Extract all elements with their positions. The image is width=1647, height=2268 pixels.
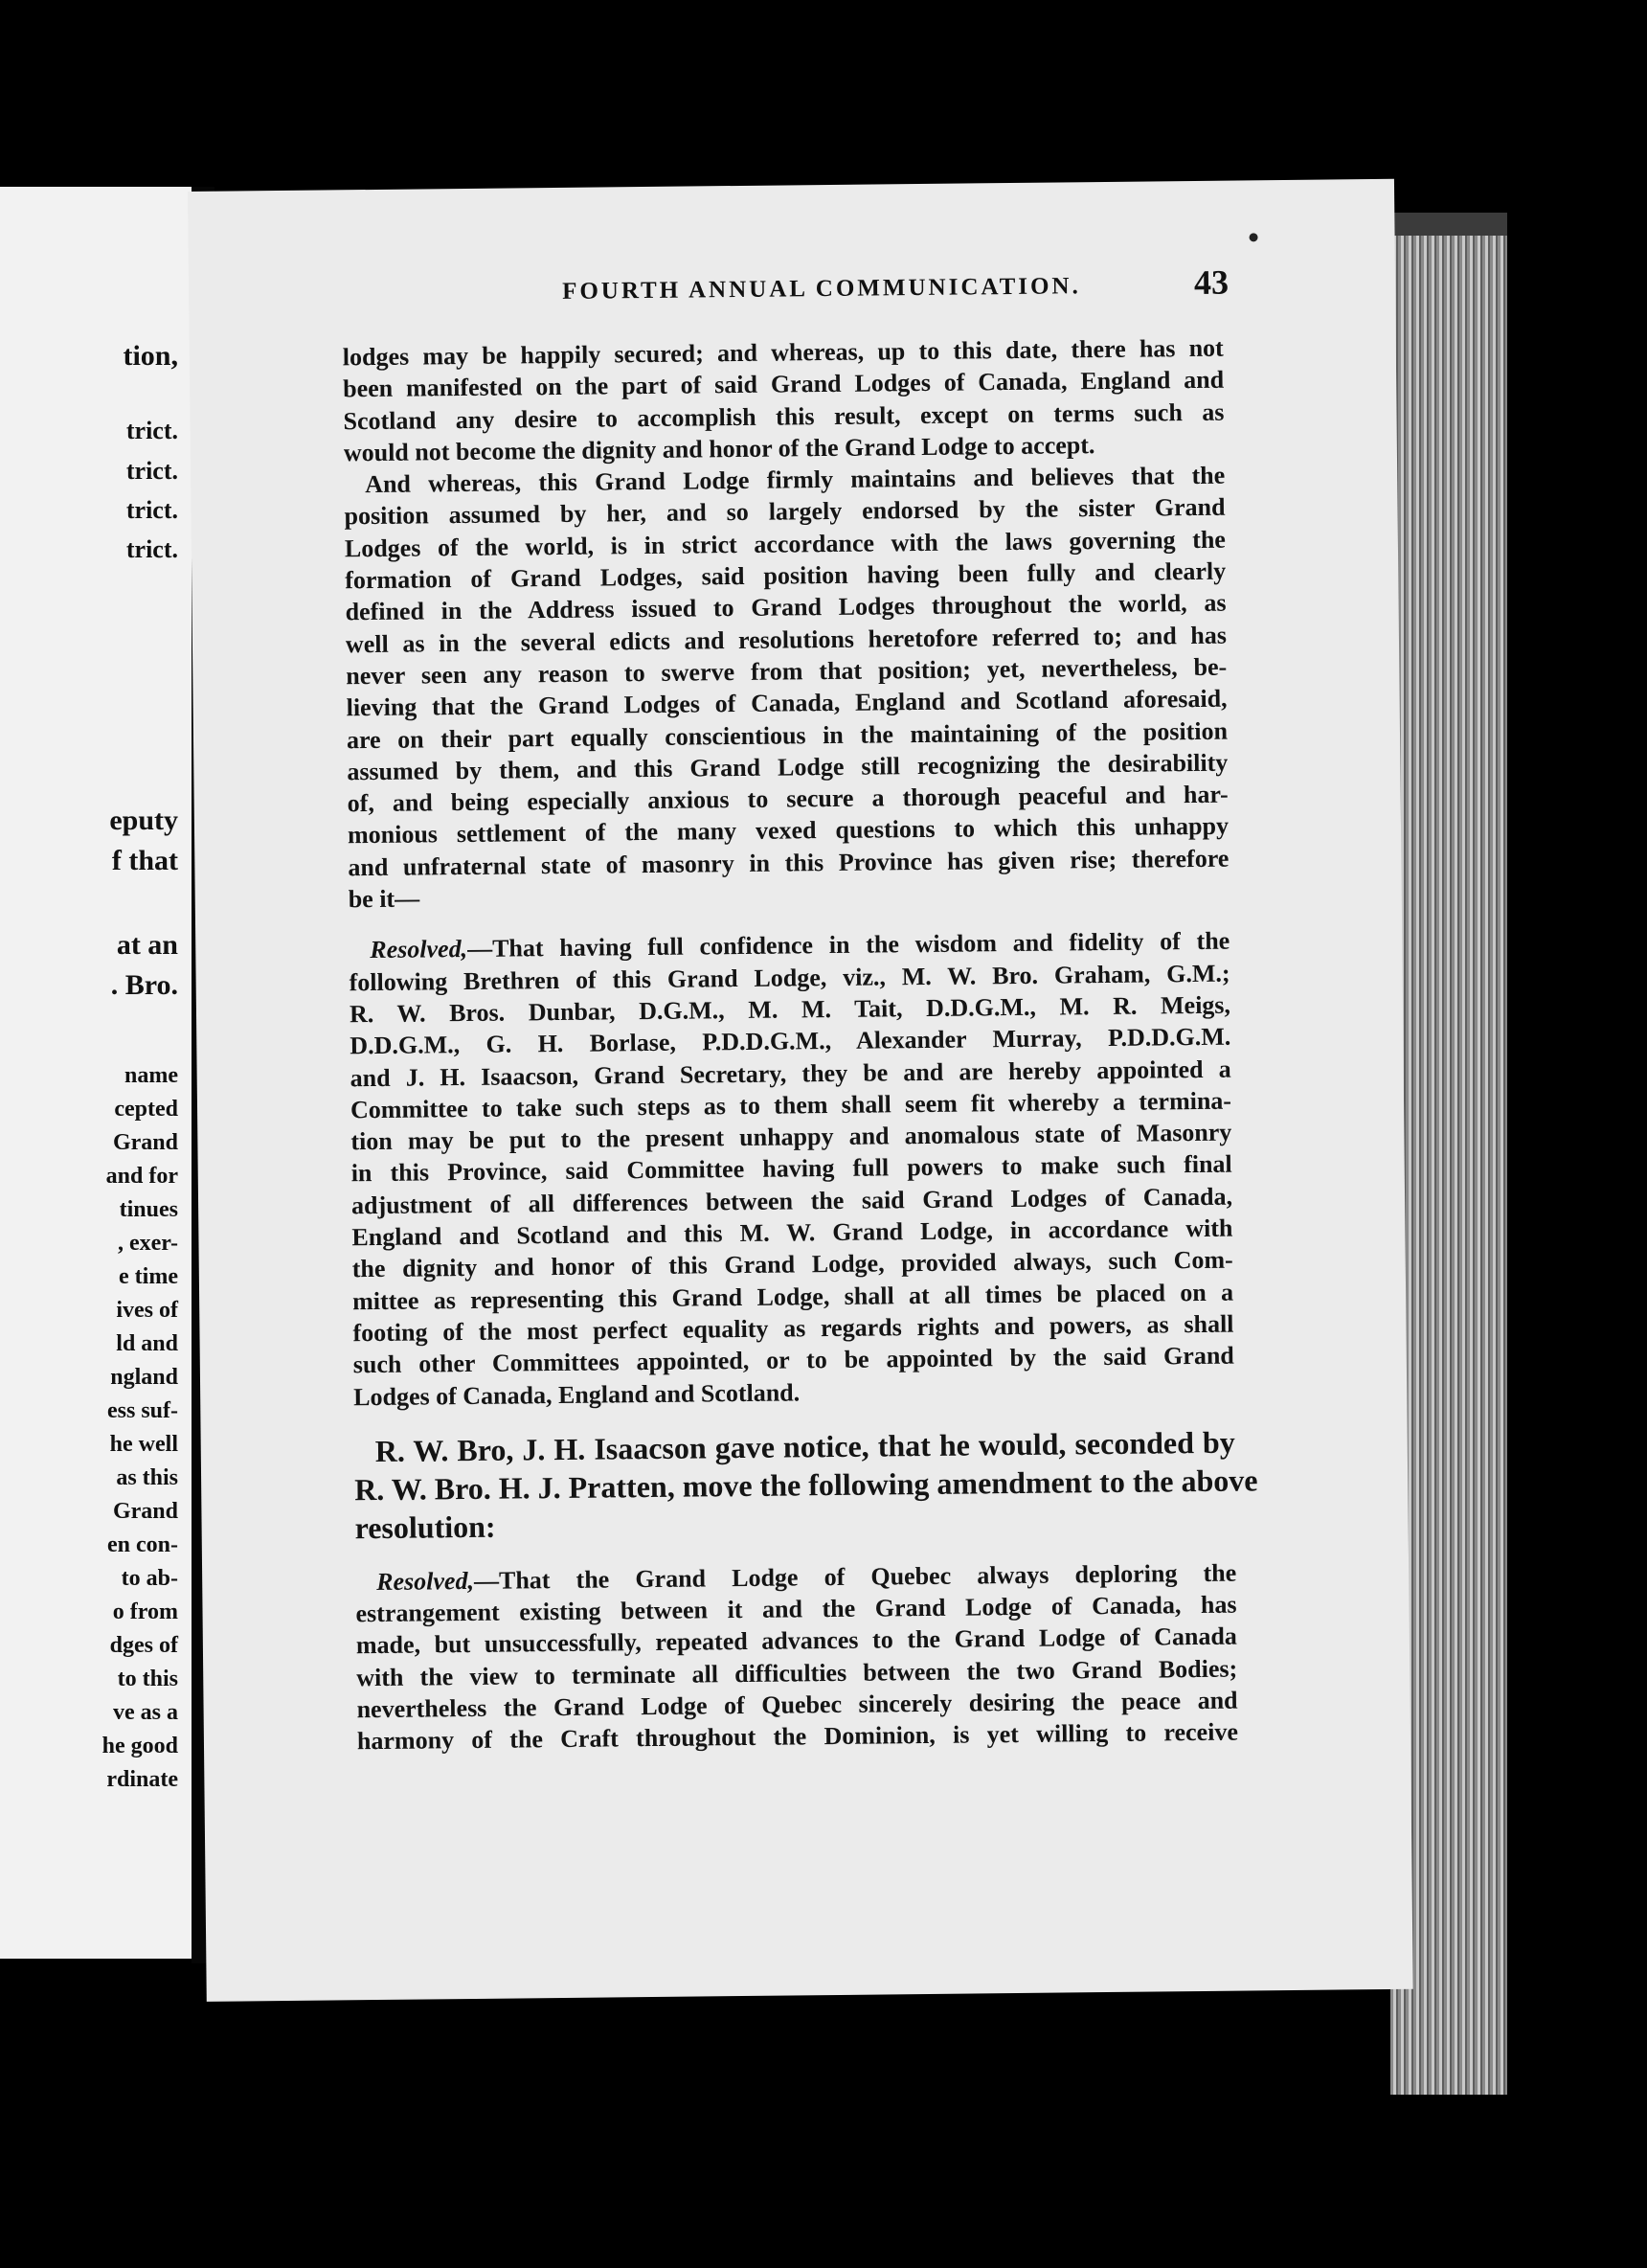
text-line: harmony of the Craft throughout the Dominion, is yet willing to receive — [356, 1717, 1239, 1756]
body-text — [342, 332, 1258, 1758]
text-segment: —That having full confidence in the wisdom and fidelity of the — [466, 926, 1230, 964]
text-line: be it— — [348, 884, 420, 914]
text-line: assumed by them, and this Grand Lodge still recognizing the desirability — [347, 748, 1229, 786]
left-fragment: dges of — [109, 1633, 178, 1658]
left-fragment: tinues — [119, 1197, 178, 1222]
left-fragment: en con- — [107, 1532, 178, 1557]
text-line: Lodges of the world, is in strict accordance with the laws governing the — [344, 525, 1227, 563]
left-fragment: at an — [116, 929, 178, 961]
left-fragment: trict. — [125, 496, 178, 524]
left-fragment: eputy — [109, 805, 178, 836]
text-line: would not become the dignity and honor of the Grand Lodge to accept. — [343, 430, 1095, 467]
text-line: estrangement existing between it and the Grand Lodge of Canada, has — [355, 1590, 1237, 1628]
text-line: such other Committees appointed, or to be appointed by the said Grand — [352, 1341, 1234, 1379]
notice-line: R. W. Bro. H. J. Pratten, move the following amendment to the above — [354, 1463, 1258, 1508]
text-line: and unfraternal state of masonry in this Province has given rise; therefore — [348, 844, 1230, 882]
ink-dot — [1250, 233, 1258, 241]
left-fragment: ives of — [116, 1298, 178, 1323]
left-fragment: cepted — [114, 1097, 178, 1122]
text-line: defined in the Address issued to Grand Lodges throughout the world, as — [345, 589, 1227, 626]
text-line: been manifested on the part of said Grand Lodges of Canada, England and — [343, 365, 1225, 403]
text-line: And whereas, this Grand Lodge firmly maintains and believes that the — [365, 461, 1226, 499]
left-fragment: , exer- — [117, 1231, 178, 1256]
text-line: Committee to take such steps as to them shall seem fit whereby a termina- — [350, 1086, 1232, 1124]
notice-line: resolution: — [354, 1508, 496, 1546]
text-line: are on their part equally conscientious in the maintaining of the position — [346, 716, 1229, 754]
text-line: formation of Grand Lodges, said position having been fully and clearly — [345, 556, 1227, 595]
left-fragment: trict. — [125, 535, 178, 563]
text-line: in this Province, said Committee having full powers to make such final — [350, 1150, 1232, 1188]
text-line: tion may be put to the present unhappy and anomalous state of Masonry — [350, 1118, 1232, 1156]
left-fragment: f that — [111, 845, 178, 876]
text-segment: —That the Grand Lodge of Quebec always deploring the — [473, 1558, 1237, 1595]
running-head: FOURTH ANNUAL COMMUNICATION. — [561, 273, 1081, 305]
left-fragment: ess suf- — [106, 1398, 178, 1423]
left-fragment: ve as a — [113, 1700, 178, 1725]
left-page-fragment — [0, 187, 192, 1959]
text-line: lodges may be happily secured; and whereas, up to this date, there has not — [342, 333, 1224, 372]
page-number: 43 — [1193, 262, 1230, 302]
left-fragment: . Bro. — [110, 969, 178, 1001]
left-fragment: Grand — [112, 1499, 178, 1524]
text-line: mittee as representing this Grand Lodge, shall at all times be placed on a — [351, 1278, 1234, 1315]
left-fragment: Grand — [112, 1130, 178, 1155]
text-line: England and Scotland and this M. W. Grand Lodge, in accordance with — [351, 1213, 1233, 1252]
text-line: made, but unsuccessfully, repeated advances to the Grand Lodge of Canada — [355, 1622, 1238, 1660]
resolved-label: Resolved, — [376, 1566, 475, 1596]
left-fragment: e time — [119, 1264, 178, 1289]
text-line: well as in the several edicts and resolutions heretofore referred to; and has — [345, 621, 1228, 658]
left-fragment: as this — [116, 1465, 178, 1490]
text-line: and J. H. Isaacson, Grand Secretary, they be and are hereby appointed a — [350, 1055, 1231, 1092]
left-fragment: he good — [102, 1734, 178, 1758]
text-line: never seen any reason to swerve from that position; yet, nevertheless, be- — [346, 652, 1228, 691]
left-fragment: and for — [105, 1164, 178, 1189]
left-fragment: name — [124, 1063, 178, 1088]
page-edges-shadow — [1390, 213, 1507, 236]
left-fragment: tion, — [123, 340, 178, 372]
left-fragment: he well — [109, 1432, 178, 1457]
right-page — [188, 179, 1413, 2002]
text-line: position assumed by her, and so largely endorsed by the sister Grand — [344, 493, 1226, 531]
left-fragment: rdinate — [106, 1767, 178, 1792]
text-line: the dignity and honor of this Grand Lodge, provided always, such Com- — [351, 1245, 1233, 1283]
left-fragment: ld and — [116, 1331, 178, 1356]
left-fragment: trict. — [125, 417, 178, 444]
text-line: Scotland any desire to accomplish this result, except on terms such as — [343, 397, 1225, 435]
text-line: adjustment of all differences between the said Grand Lodges of Canada, — [350, 1182, 1233, 1219]
resolved-label: Resolved, — [370, 935, 468, 964]
text-line: lieving that the Grand Lodges of Canada, England and Scotland aforesaid, — [346, 684, 1228, 722]
notice-line: R. W. Bro, J. H. Isaacson gave notice, that he would, seconded by — [374, 1424, 1235, 1468]
text-line: nevertheless the Grand Lodge of Quebec sincerely desiring the peace and — [356, 1686, 1238, 1724]
text-line: following Brethren of this Grand Lodge, viz., M. W. Bro. Graham, G.M.; — [349, 959, 1230, 996]
text-line: with the view to terminate all difficulties between the two Grand Bodies; — [356, 1654, 1238, 1691]
text-line: Lodges of Canada, England and Scotland. — [353, 1377, 801, 1411]
text-line: footing of the most perfect equality as regards rights and powers, as shall — [352, 1309, 1234, 1348]
text-line: of, and being especially anxious to secure a thorough peaceful and har- — [347, 780, 1229, 818]
left-fragment: to this — [117, 1667, 178, 1691]
text-line: D.D.G.M., G. H. Borlase, P.D.D.G.M., Alexander Murray, P.D.D.G.M. — [350, 1022, 1231, 1060]
left-fragment: ngland — [110, 1365, 178, 1390]
text-line: R. W. Bros. Dunbar, D.G.M., M. M. Tait, D.D.G.M., M. R. Meigs, — [349, 990, 1231, 1029]
left-fragment: o from — [112, 1599, 178, 1624]
left-fragment: trict. — [125, 457, 178, 485]
left-fragment: to ab- — [121, 1566, 178, 1591]
text-line: monious settlement of the many vexed questions to which this unhappy — [347, 812, 1230, 850]
